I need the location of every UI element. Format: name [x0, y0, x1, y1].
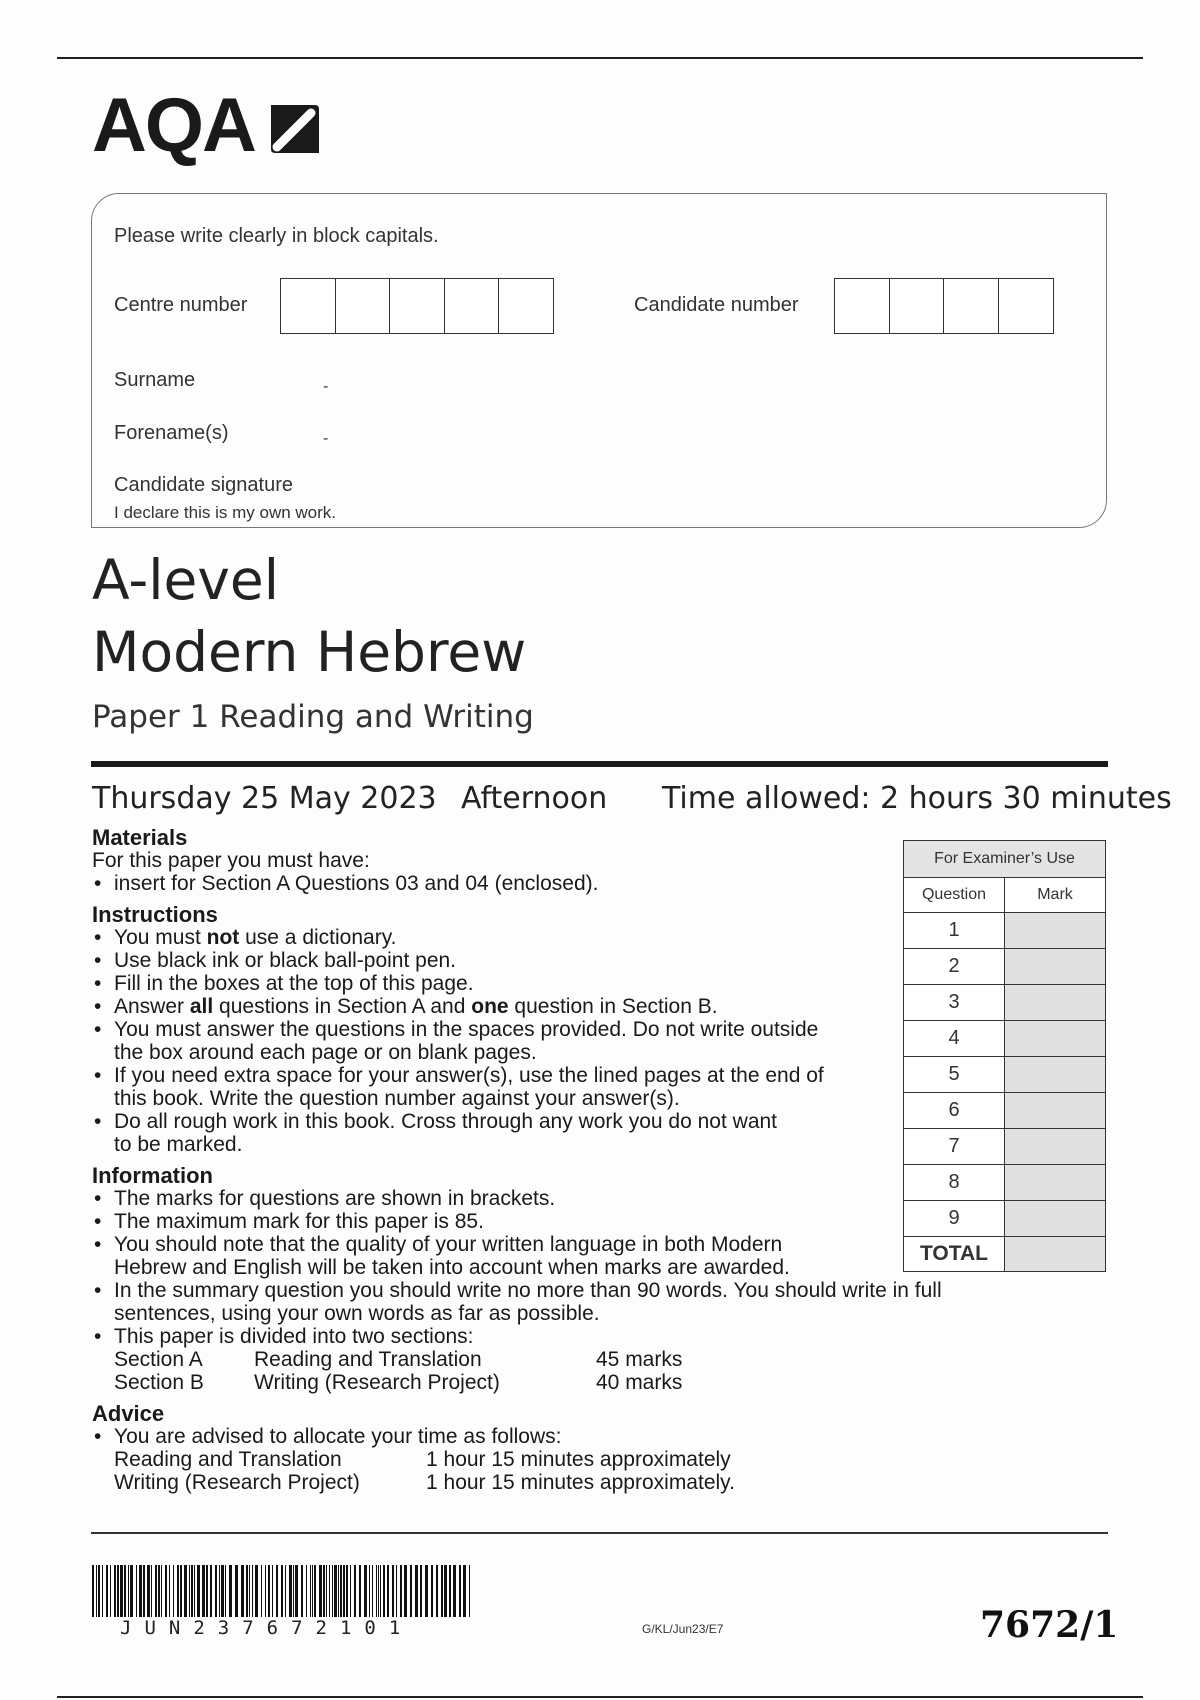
title-rule: [91, 761, 1108, 767]
paper-title: Paper 1 Reading and Writing: [92, 699, 534, 735]
section-marks: 40 marks: [596, 1371, 683, 1394]
mark-cell[interactable]: [1005, 1129, 1106, 1165]
declaration-text: I declare this is my own work.: [114, 503, 337, 522]
question-number: 5: [904, 1057, 1005, 1093]
instruction-item-continued: to be marked.: [114, 1133, 243, 1156]
front-cover-text: [92, 826, 992, 1494]
materials-item: • insert for Section A Questions 03 and 04 (enclosed).: [92, 872, 992, 895]
forenames-field[interactable]: -: [323, 430, 329, 447]
mark-cell[interactable]: [1005, 1165, 1106, 1201]
surname-label: Surname: [114, 369, 196, 391]
examiners-use-title: For Examiner’s Use: [904, 841, 1106, 878]
centre-number-label: Centre number: [114, 294, 248, 316]
instruction-item: • Answer all questions in Section A and one question in Section B.: [92, 995, 992, 1018]
question-number: 9: [904, 1201, 1005, 1237]
information-item: • This paper is divided into two sections:: [92, 1325, 992, 1348]
total-label: TOTAL: [904, 1237, 1005, 1272]
exam-session: Afternoon: [461, 781, 608, 816]
materials-heading: Materials: [92, 825, 188, 850]
aqa-logo: [92, 83, 323, 168]
advice-task: Writing (Research Project): [114, 1471, 360, 1494]
centre-number-cell[interactable]: [498, 278, 554, 334]
bottom-rule: [57, 1696, 1143, 1698]
examiners-use-table: [903, 840, 1106, 1272]
mark-cell[interactable]: [1005, 1093, 1106, 1129]
instruction-item: • Use black ink or black ball-point pen.: [92, 949, 992, 972]
time-allowed: Time allowed: 2 hours 30 minutes: [662, 781, 1172, 816]
advice-row: [92, 1471, 992, 1494]
mark-cell[interactable]: [1005, 1057, 1106, 1093]
advice-row: [92, 1448, 992, 1471]
question-number: 3: [904, 985, 1005, 1021]
information-item-continued: sentences, using your own words as far as possible.: [114, 1302, 600, 1325]
question-column-header: Question: [904, 878, 1005, 913]
mark-cell[interactable]: [1005, 913, 1106, 949]
instruction-item: • Do all rough work in this book. Cross through any work you do not want: [92, 1110, 992, 1133]
candidate-number-cell[interactable]: [834, 278, 890, 334]
information-item: • The maximum mark for this paper is 85.: [92, 1210, 992, 1233]
instruction-item: • You must not use a dictionary.: [92, 926, 992, 949]
centre-number-cell[interactable]: [335, 278, 391, 334]
information-heading: Information: [92, 1163, 213, 1188]
mark-cell[interactable]: [1005, 985, 1106, 1021]
materials-intro: For this paper you must have:: [92, 849, 370, 872]
candidate-number-cell[interactable]: [889, 278, 945, 334]
qualification-level: A-level: [92, 548, 280, 612]
reference-code: G/KL/Jun23/E7: [642, 1622, 724, 1636]
footer-rule: [91, 1532, 1108, 1534]
paper-code: 7672/1: [980, 1604, 1119, 1646]
question-number: 2: [904, 949, 1005, 985]
section-row: [92, 1371, 992, 1394]
section-name: Section B: [114, 1371, 204, 1394]
surname-field[interactable]: -: [323, 378, 329, 395]
subject-title: Modern Hebrew: [92, 620, 527, 684]
block-capitals-intro: Please write clearly in block capitals.: [114, 225, 439, 247]
barcode-icon: [92, 1565, 474, 1617]
candidate-number-cell[interactable]: [943, 278, 999, 334]
section-title: Reading and Translation: [254, 1348, 482, 1371]
mark-cell[interactable]: [1005, 1201, 1106, 1237]
candidate-number-label: Candidate number: [634, 294, 799, 316]
centre-number-cell[interactable]: [389, 278, 445, 334]
exam-date: Thursday 25 May 2023: [92, 781, 437, 816]
question-number: 7: [904, 1129, 1005, 1165]
instructions-heading: Instructions: [92, 902, 218, 927]
barcode-number: JUN237672101: [120, 1617, 414, 1639]
mark-cell[interactable]: [1005, 1021, 1106, 1057]
candidate-number-cell[interactable]: [998, 278, 1054, 334]
instruction-item: • Fill in the boxes at the top of this page.: [92, 972, 992, 995]
instruction-item-continued: the box around each page or on blank pages.: [114, 1041, 537, 1064]
total-mark-cell[interactable]: [1005, 1237, 1106, 1272]
instruction-item-continued: this book. Write the question number against your answer(s).: [114, 1087, 680, 1110]
advice-heading: Advice: [92, 1401, 165, 1426]
question-number: 1: [904, 913, 1005, 949]
information-item-continued: Hebrew and English will be taken into account when marks are awarded.: [114, 1256, 790, 1279]
section-name: Section A: [114, 1348, 203, 1371]
mark-cell[interactable]: [1005, 949, 1106, 985]
question-number: 6: [904, 1093, 1005, 1129]
centre-number-boxes[interactable]: [280, 278, 554, 334]
forenames-label: Forename(s): [114, 422, 229, 444]
instruction-item: • You must answer the questions in the spaces provided. Do not write outside: [92, 1018, 992, 1041]
information-item: • The marks for questions are shown in brackets.: [92, 1187, 992, 1210]
information-item: • You should note that the quality of your written language in both Modern: [92, 1233, 992, 1256]
top-rule: [57, 57, 1143, 59]
logo-text: AQA: [92, 83, 255, 168]
mark-column-header: Mark: [1005, 878, 1106, 913]
question-number: 8: [904, 1165, 1005, 1201]
information-item: • In the summary question you should write no more than 90 words. You should write in full: [92, 1279, 992, 1302]
advice-item: • You are advised to allocate your time as follows:: [92, 1425, 992, 1448]
aqa-logo-mark-icon: [263, 99, 323, 159]
advice-task: Reading and Translation: [114, 1448, 342, 1471]
centre-number-cell[interactable]: [444, 278, 500, 334]
section-marks: 45 marks: [596, 1348, 683, 1371]
signature-label: Candidate signature: [114, 474, 294, 496]
section-row: [92, 1348, 992, 1371]
instruction-item: • If you need extra space for your answer(s), use the lined pages at the end of: [92, 1064, 992, 1087]
centre-number-cell[interactable]: [280, 278, 336, 334]
advice-time: 1 hour 15 minutes approximately.: [426, 1471, 735, 1494]
advice-time: 1 hour 15 minutes approximately: [426, 1448, 731, 1471]
candidate-number-boxes[interactable]: [834, 278, 1054, 334]
section-title: Writing (Research Project): [254, 1371, 500, 1394]
question-number: 4: [904, 1021, 1005, 1057]
